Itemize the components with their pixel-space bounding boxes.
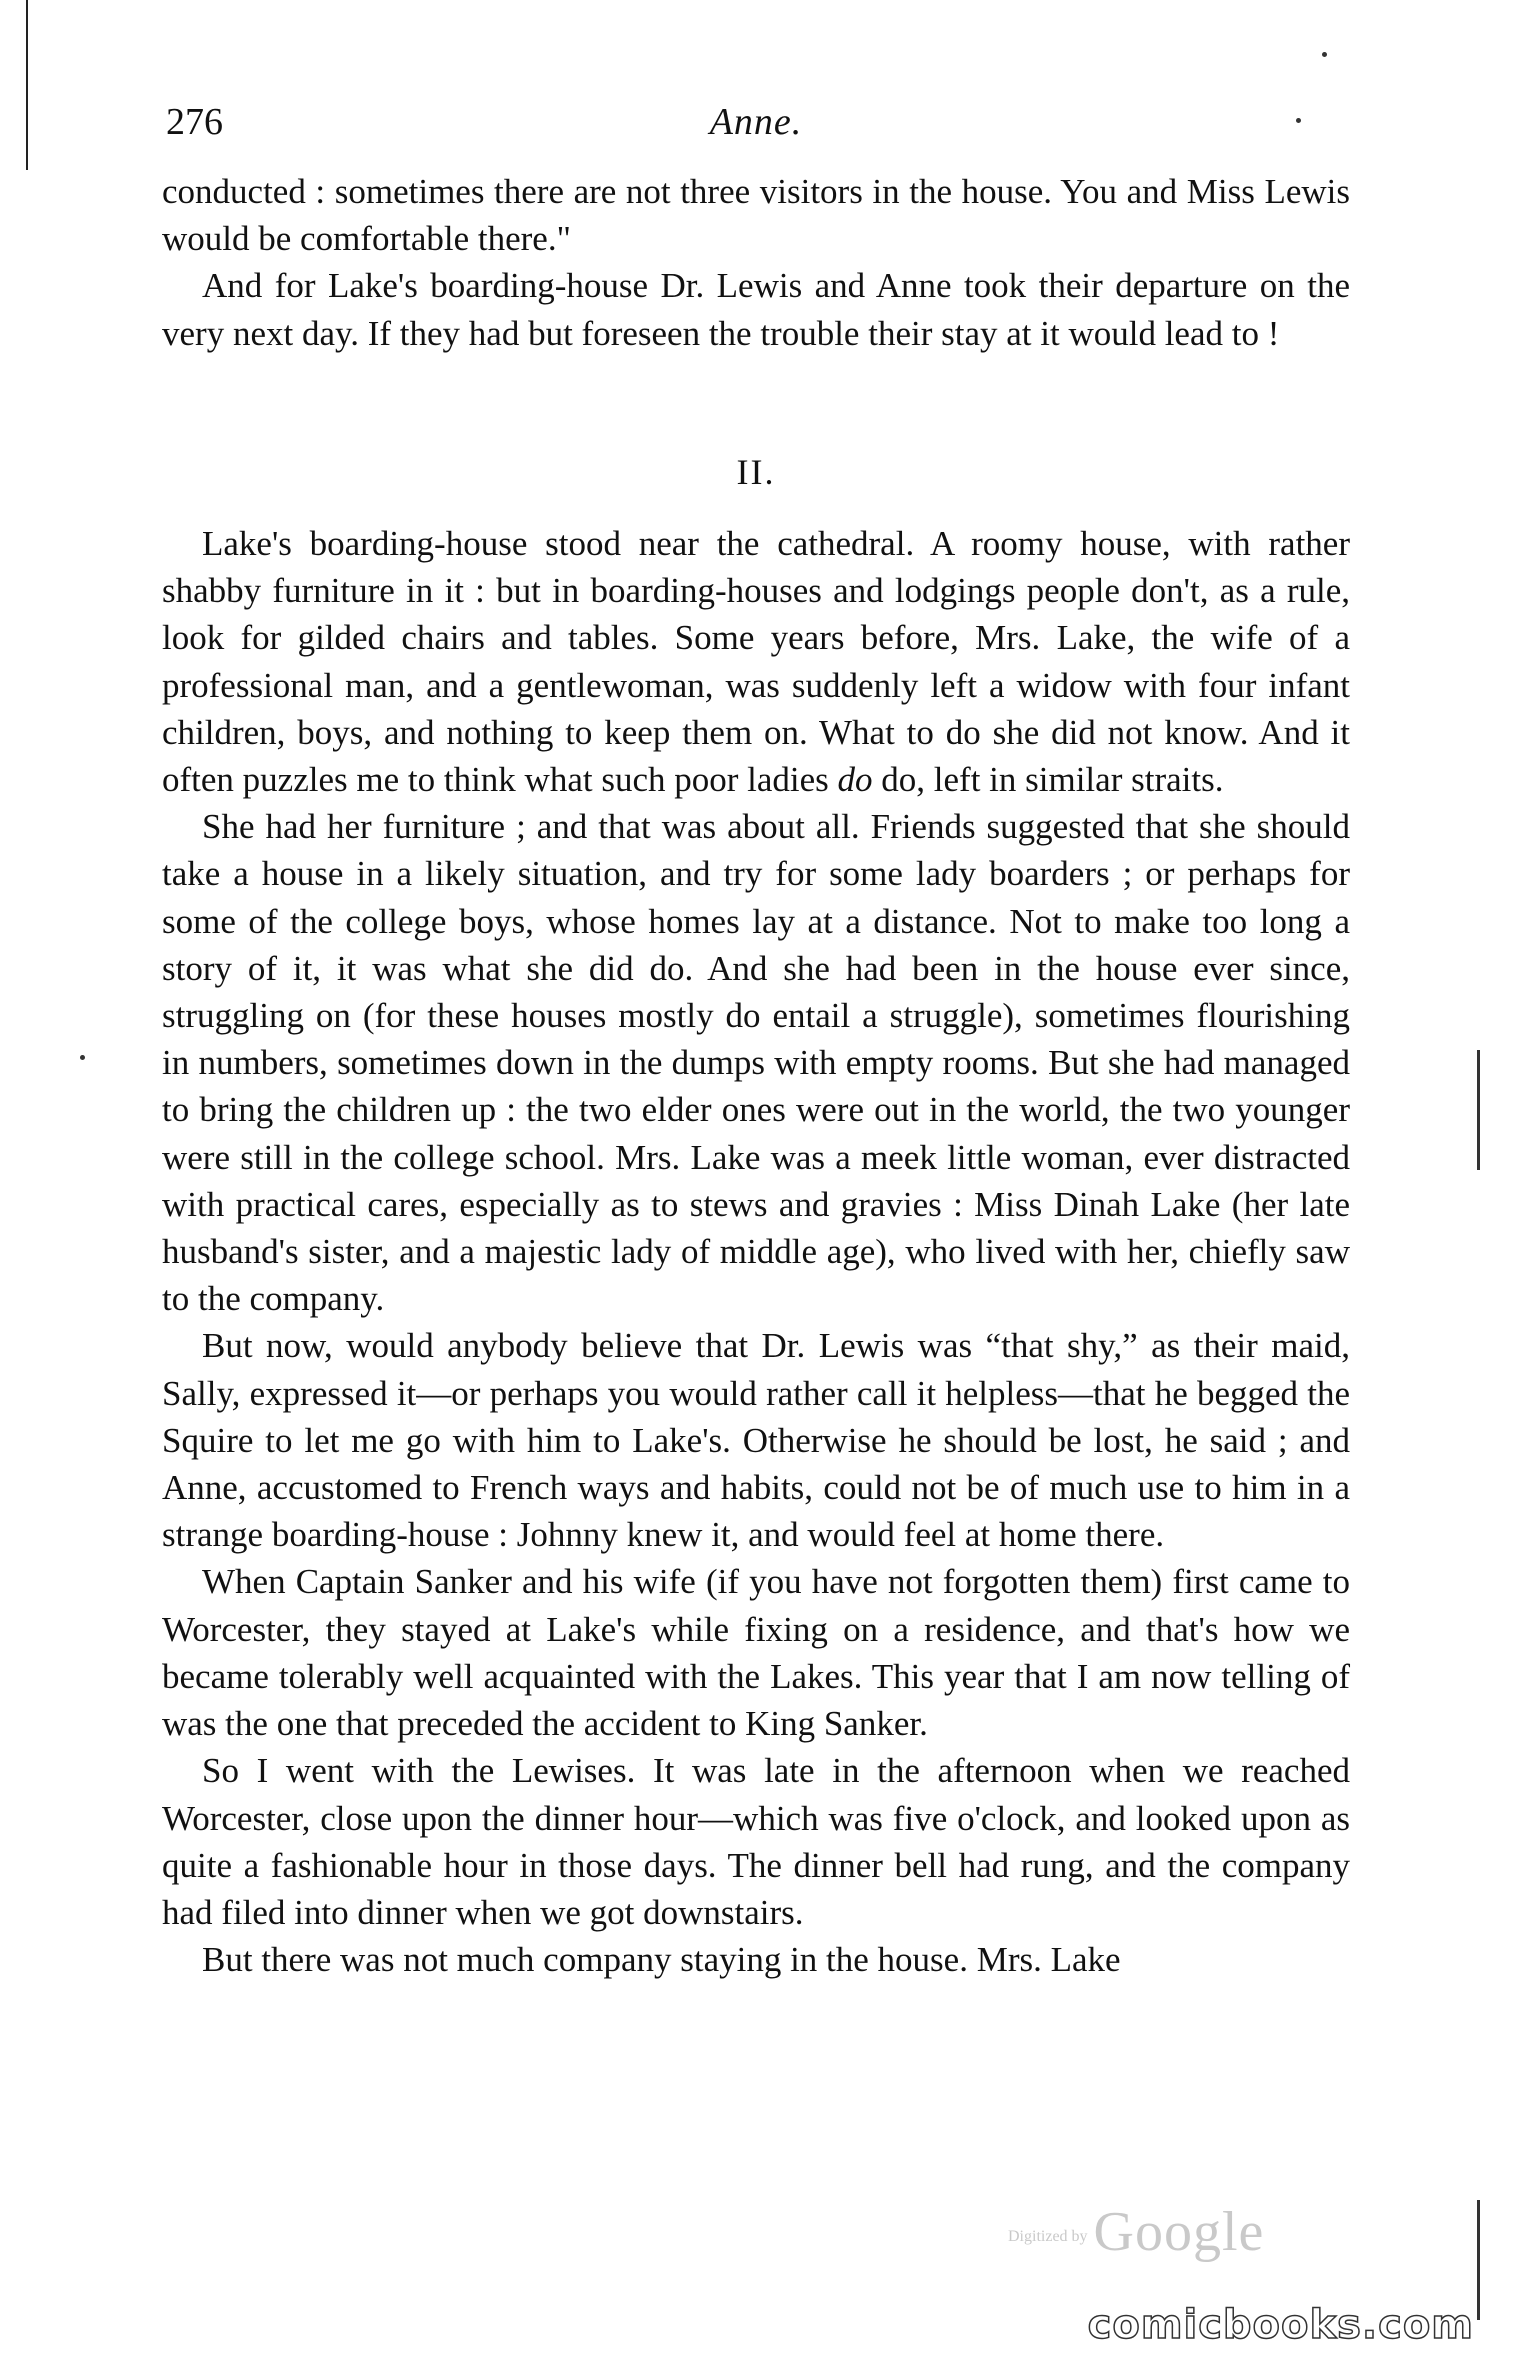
paragraph: But now, would anybody believe that Dr. Lewis was “that shy,” as their maid, Sally, expressed it—or perhaps you would rather call it helpless—that he begged the Squire to let me go with him to Lake's. Otherwise he should be lost, he said ; and Anne, accustomed to French ways and habits, could not be of much use to him in a strange boarding-house : Johnny knew it, and would feel at home there. (162, 1326, 1350, 1555)
watermark-brand: Google (1093, 2201, 1265, 2263)
site-watermark: comicbooks.com (1087, 2302, 1474, 2348)
paragraph (162, 520, 1350, 803)
google-watermark (1008, 2200, 1264, 2264)
paragraph: When Captain Sanker and his wife (if you have not forgotten them) first came to Worcester, they stayed at Lake's while fixing on a residence, and that's how we became tolerably well acquainted with the Lakes. This year that I am now telling of was the one that preceded the accident to King Sanker. (162, 1562, 1350, 1744)
speck-mark (1322, 52, 1327, 57)
paragraph: So I went with the Lewises. It was late in the afternoon when we reached Worcester, close upon the dinner hour—which was five o'clock, and looked upon as quite a fashionable hour in those days. The dinner bell had rung, and the company had filed into dinner when we got downstairs. (162, 1751, 1350, 1932)
page-header (166, 100, 1346, 160)
speck-mark (80, 1055, 85, 1060)
section-heading: II. (736, 451, 776, 492)
running-title: Anne. (709, 101, 803, 143)
page-number: 276 (166, 101, 223, 143)
emphasized-word: do (837, 760, 873, 800)
paragraph-text: Lake's boarding-house stood near the cathedral. A roomy house, with rather shabby furniture in it : but in boarding-houses and lodgings people don't, as a rule, look for gilded chairs and tables. Some years before, Mrs. Lake, the wife of a professional man, and a gentlewoman, was suddenly left a widow with four infant children, boys, and nothing to keep them on. What to do she did not know. And it often puzzles me to think what such poor ladies (162, 524, 1350, 800)
paragraph-text: do, left in similar straits. (881, 760, 1224, 800)
watermark-prefix: Digitized by (1008, 2228, 1088, 2246)
page-body (162, 168, 1350, 1983)
page-edge-line (26, 0, 28, 170)
right-edge-mark (1477, 2200, 1480, 2320)
paragraph: And for Lake's boarding-house Dr. Lewis and Anne took their departure on the very next day. If they had but foreseen the trouble their stay at it would lead to ! (162, 266, 1350, 353)
paragraph: But there was not much company staying in the house. Mrs. Lake (202, 1940, 1121, 1980)
paragraph: She had her furniture ; and that was about all. Friends suggested that she should take a house in a likely situation, and try for some lady boarders ; or perhaps for some of the college boys, whose homes lay at a distance. Not to make too long a story of it, it was what she did do. And she had been in the house ever since, struggling on (for these houses mostly do entail a struggle), sometimes flourishing in numbers, sometimes down in the dumps with empty rooms. But she had managed to bring the children up : the two elder ones were out in the world, the two younger were still in the college school. Mrs. Lake was a meek little woman, ever distracted with practical cares, especially as to stews and gravies : Miss Dinah Lake (her late husband's sister, and a majestic lady of middle age), who lived with her, chiefly saw to the company. (162, 807, 1350, 1319)
right-edge-mark (1477, 1050, 1480, 1170)
continued-paragraph: conducted : sometimes there are not three visitors in the house. You and Miss Lewis would be comfortable there." (162, 172, 1350, 259)
